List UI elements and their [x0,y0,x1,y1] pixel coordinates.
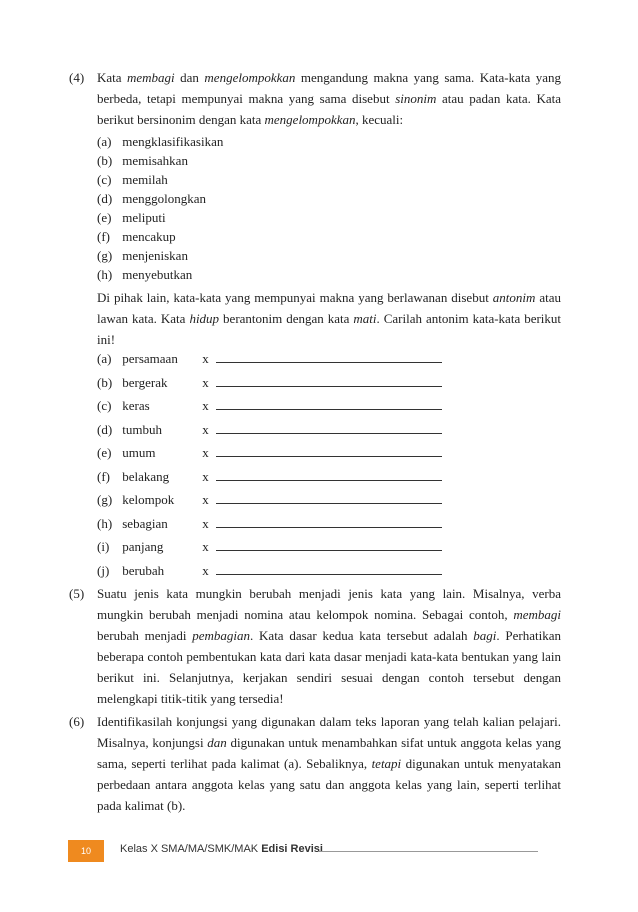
edition-label: Edisi Revisi [261,843,323,855]
list-item: (c) memilah [97,172,168,187]
answer-blank[interactable] [216,537,442,551]
answer-blank[interactable] [216,443,442,457]
text: mengandung makna yang sama. Kata-kata yang berbeda, tetapi mempunyai makna yang sama disebut [97,70,562,106]
question-number: (4) [69,70,85,85]
antonym-row: (j) berubah x [97,561,442,581]
antonym-row: (c) keras x [97,396,442,416]
list-item: (f) mencakup [97,229,176,244]
question-6 [69,711,561,816]
italic-term: antonim [492,290,536,305]
antonym-row: (e) umum x [97,443,442,463]
text: atau padan kata. Kata berikut bersinonim dengan kata [97,91,562,127]
italic-term: membagi [513,607,561,622]
text: , kecuali: [355,112,404,127]
list-item: (a) mengklasifikasikan [97,134,224,149]
answer-blank[interactable] [216,396,442,410]
text: dan [174,70,205,85]
question-4-intro [69,67,561,130]
antonym-row: (f) belakang x [97,467,442,487]
answer-blank[interactable] [216,514,442,528]
italic-term: mengelompokkan [264,112,356,127]
page-number: 10 [68,840,104,862]
book-title: Kelas X SMA/MA/SMK/MAK Edisi Revisi [120,843,323,855]
italic-term: mati [353,311,377,326]
italic-term: dan [207,735,227,750]
question-5 [69,583,561,709]
list-item: (g) menjeniskan [97,248,188,263]
italic-term: mengelompokkan [204,70,296,85]
answer-blank[interactable] [216,561,442,575]
list-item: (d) menggolongkan [97,191,207,206]
answer-blank[interactable] [216,373,442,387]
answer-blank[interactable] [216,467,442,481]
footer-divider [318,851,538,852]
antonym-row: (b) bergerak x [97,373,442,393]
italic-term: sinonim [395,91,437,106]
italic-term: tetapi [371,756,402,771]
answer-blank[interactable] [216,349,442,363]
answer-blank[interactable] [216,420,442,434]
antonym-row: (a) persamaan x [97,349,442,369]
question-4-antonym-intro [69,287,561,350]
list-item: (b) memisahkan [97,153,188,168]
list-item: (h) menyebutkan [97,267,193,282]
text: Kata [97,70,128,85]
paragraph: Suatu jenis kata mungkin berubah menjadi jenis kata yang lain. Misalnya, verba mungkin berubah menjadi nomina atau kelompok nomina. Sebagai contoh, membagi berubah menjadi pembagian. Kata dasar kedua kata tersebut adalah bagi. Perhatikan beberapa contoh pembentukan kata dari kata dasar menjadi kata-kata bentukan yang lain berikut ini. Selanjutnya, kerjakan sendiri sesuai dengan contoh tersebut dengan melengkapi titik-titik yang tersedia! [97,586,562,706]
question-number: (6) [69,714,85,729]
italic-term: membagi [127,70,175,85]
question-number: (5) [69,586,85,601]
list-item: (e) meliputi [97,210,166,225]
italic-term: bagi [473,628,497,643]
answer-blank[interactable] [216,490,442,504]
paragraph: Identifikasilah konjungsi yang digunakan dalam teks laporan yang telah kalian pelajari. Misalnya, konjungsi dan digunakan untuk menambahkan sifat untuk anggota kelas yang sama, seperti terlihat pada kalimat (a). Sebaliknya, tetapi digunakan untuk menyatakan perbedaan antara anggota kelas yang satu dan anggota kelas yang lain, seperti terlihat pada kalimat (b). [97,714,561,813]
paragraph [97,67,561,130]
paragraph: Di pihak lain, kata-kata yang mempunyai makna yang berlawanan disebut antonim atau lawan kata. Kata hidup berantonim dengan kata mati. Carilah antonim kata-kata berikut ini! [97,290,562,347]
italic-term: hidup [189,311,220,326]
antonym-row: (h) sebagian x [97,514,442,534]
antonym-row: (i) panjang x [97,537,442,557]
antonym-row: (g) kelompok x [97,490,442,510]
antonym-row: (d) tumbuh x [97,420,442,440]
italic-term: pembagian [192,628,251,643]
